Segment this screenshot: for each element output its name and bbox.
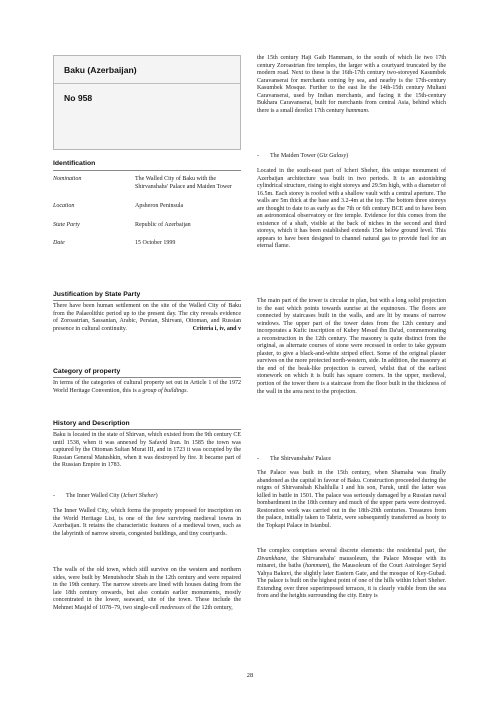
id-value: The Walled City of Baku with the Shirvanshahs' Palace and Maiden Tower [135, 176, 232, 190]
bullet-dash: - [53, 493, 55, 499]
category-type: group of buildings. [142, 387, 188, 394]
bullet-dash: - [257, 153, 259, 159]
site-number: No 958 [64, 93, 93, 103]
right-para-3: The main part of the tower is circular in plan, but with a long solid projection to the east which points towards sunrise at the equinoxes. The floors are connected by staircases built in the walls, and are lit by means of narrow windows. The upper part of the tower dates from the 12th century and incorporates a Kufic inscription of Kubey Mesud ibn Da'ud, commemorating a reconstruction in the 12th century. The masonry is quite distinct from the original, as alternate courses of stone were recessed in order to take gypsum plaster, to give a black-and-white striped effect. Some of the original plaster survives on the more protected north-western, side. In addition, the masonry at the end of the beak-like projection is curved, whilst that of the earliest stonework on which it is built has square corners. In the upper, medieval, portion of the tower there is a staircase from the floor built in the thickness of the wall in the area next to the projection. [257, 298, 446, 395]
history-para-1: Baku is located in the state of Shirvan, which existed from the 9th century CE until 1538, when it was annexed by Safavid Iran. In 1585 the town was captured by the Ottoman Sultan Murat III, and in 1723 it was occupied by the Russian General Matushkin, when it was destroyed by fire. It became part of the Russian Empire in 1783. [53, 432, 241, 469]
identification-heading: Identification [53, 160, 96, 167]
title-box [53, 55, 241, 150]
justification-body: There have been human settlement on the site of the Walled City of Baku from the Palaeolithic period up to the present day. The city reveals evidence of Zoroastrian, Sassanian, Arabic, Persian, Shirvani, Ottoman, and Russian presence in cultural continuity. [53, 303, 241, 332]
subheading-text: The Inner Walled City (Icheri Sheher) [66, 493, 158, 499]
identification-rule [53, 170, 241, 171]
subheading-text: The Maiden Tower (Giz Galasy) [270, 153, 349, 159]
category-text [53, 380, 241, 395]
id-label: Location [53, 203, 75, 209]
id-value: Republic of Azerbaijan [135, 222, 191, 228]
justification-heading: Justification by State Party [53, 291, 141, 298]
history-heading: History and Description [53, 420, 130, 427]
bullet-dash: - [257, 456, 259, 462]
justification-rule [53, 300, 241, 301]
site-title: Baku (Azerbaijan) [64, 65, 137, 75]
history-rule [53, 429, 241, 430]
right-para-2: Located in the south-east part of Icheri Sheher, this unique monument of Azerbaijan architecture was built in two periods. It is an astonishing cylindrical structure, rising to eight storeys and 29.5m high, with a diameter of 16.5m. Each storey is roofed with a shallow vault with a central aperture. The walls are 5m thick at the base and 3.2-4m at the top. The bottom three storeys are thought to date to as early as the 7th or 6th century BCE and to have been an astronomical observatory or fire temple. Evidence for this comes from the existence of a shaft, visible at the back of niches in the second and third storeys, which it has been established extends 15m below ground level. This appears to have been designed to channel natural gas to provide fuel for an eternal flame. [257, 168, 446, 250]
right-para-5: The complex comprises several discrete elements: the residential part, the Divankhane, the Shirvanshahs' mausoleum, the Palace Mosque with its minaret, the baths (hammam), the Mausoleum of the Court Astrologer Seyid Yahya Bakuvi, the slightly later Eastern Gate, and the mosque of Key-Gubad. The palace is built on the highest point of one of the hills within Icheri Sheher. Extending over three superimposed terraces, it is clearly visible from the sea from and the heights surrounding the city. Entry is [257, 548, 446, 600]
criteria-label: Criteria i, iv, and v [192, 325, 241, 332]
justification-text [53, 303, 241, 333]
right-para-4: The Palace was built in the 15th century, when Shamaha was finally abandoned as the capital in favour of Baku. Construction proceeded during the reigns of Shirvanshah Khalilulla I and his son, Faruk, until the latter was killed in battle in 1501. The palace was seriously damaged by a Russian naval bombardment in the 18th century and much of the upper parts were destroyed. Restoration work was carried out in the 18th-20th centuries. Treasures from the palace, initially taken to Tabriz, were subsequently transferred as booty to the Topkapi Palace in Istanbul. [257, 470, 446, 529]
category-heading: Category of property [53, 368, 121, 375]
history-para-2: The Inner Walled City, which forms the property proposed for inscription on the World Heritage List, is one of the few surviving medieval towns in Azerbaijan. It retains the characteristic features of a medieval town, such as the labyrinth of narrow streets, congested buildings, and tiny courtyards. [53, 508, 241, 537]
id-label: Nomination [53, 176, 82, 182]
subheading-text: The Shirvanshahs' Palace [270, 456, 332, 462]
category-body: In terms of the categories of cultural property set out in Article 1 of the 1972 World Heritage Convention, this is a [53, 380, 241, 394]
page-number: 28 [246, 672, 254, 679]
title-divider [54, 83, 240, 84]
id-value: 15 October 1999 [135, 240, 176, 246]
history-para-3: The walls of the old town, which still survive on the western and northern sides, were built by Menutshochr Shah in the 12th century and were repaired in the 19th century. The narrow streets are lined with houses dating from the late 18th century onwards, but also contain earlier monuments, mostly concentrated in the lower, seaward, site of the town. These include the Mehmet Masjid of 1078–79, two single-cell medresses of the 12th century, [53, 567, 241, 611]
id-value: Apsheron Peninsula [135, 203, 184, 209]
right-para-1: the 15th century Haji Gaib Hammam, to the south of which lie two 17th century Zoroastrian fire temples, the larger with a courtyard truncated by the modern road. Next to these is the 16th-17th century two-storeyed Kasumbek Caravanserai for merchants coming by sea, and nearby is the 17th-century Kasumbek Mosque. Further to the east lie the 14th-15th century Multani Caravanserai, used by Indian merchants, and facing it the 15th-century Bukhara Caravanserai, built for merchants from central Asia, behind which there is a small derelict 17th century hammam. [257, 55, 446, 114]
id-label: Date [53, 240, 65, 246]
category-rule [53, 377, 241, 378]
identification-row-nomination [53, 176, 241, 192]
id-label: State Party [53, 222, 80, 228]
